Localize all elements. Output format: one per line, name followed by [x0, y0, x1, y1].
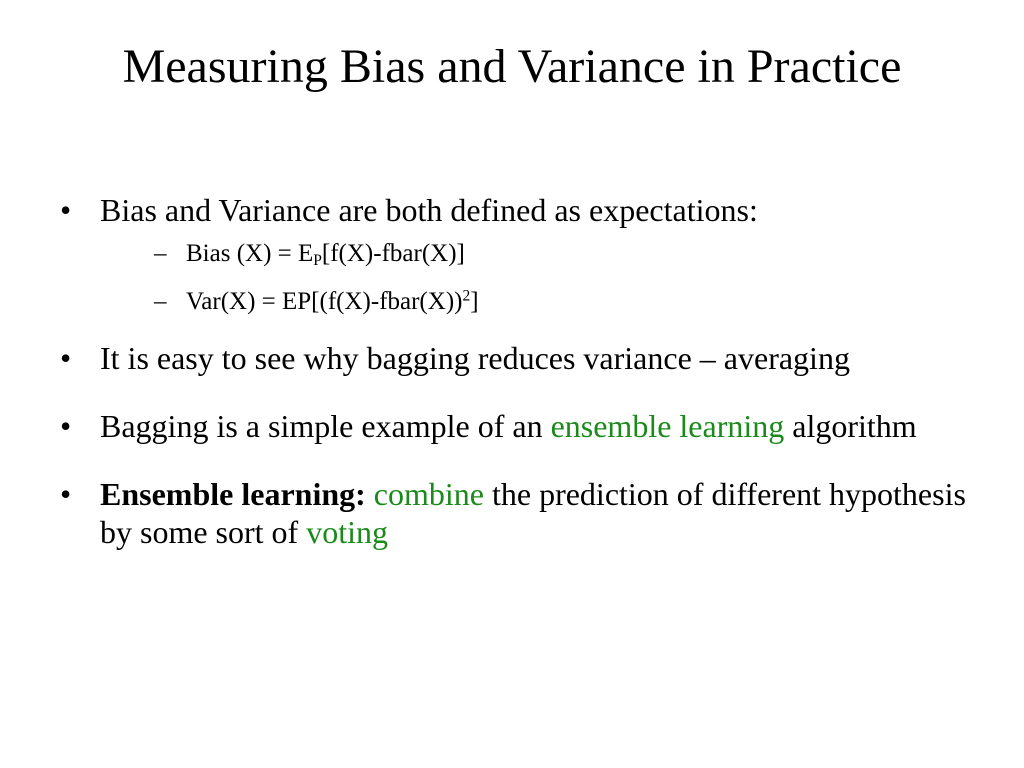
slide-title: Measuring Bias and Variance in Practice	[122, 40, 902, 93]
variance-formula-superscript: 2	[462, 287, 471, 305]
ensemble-learning-term: Ensemble learning:	[100, 476, 366, 512]
ensemble-learning-highlight: ensemble learning	[550, 408, 785, 444]
bullet-ensemble-definition	[60, 475, 980, 551]
bullet-bagging-ensemble	[60, 407, 980, 445]
variance-formula-suffix: ]	[470, 288, 479, 315]
bias-formula-prefix: Bias (X) = E	[186, 240, 314, 267]
bullet-marker: •	[60, 408, 72, 444]
combine-highlight: combine	[373, 476, 484, 512]
bullet-bagging-ensemble-suffix: algorithm	[784, 408, 917, 444]
bullet-marker: •	[60, 476, 72, 512]
sub-item-variance	[100, 287, 980, 317]
sub-list	[100, 239, 980, 317]
bullet-marker: •	[60, 192, 72, 228]
bullet-bagging-variance	[60, 339, 980, 377]
variance-formula-prefix: Var(X) = EP[(f(X)-fbar(X))	[186, 288, 463, 315]
sub-item-bias	[100, 239, 980, 269]
bullet-expectations-text: Bias and Variance are both defined as expectations:	[100, 192, 758, 228]
bullet-bagging-ensemble-prefix: Bagging is a simple example of an	[100, 408, 551, 444]
bullet-marker: •	[60, 340, 72, 376]
sub-marker: –	[154, 240, 167, 267]
bias-formula-suffix: [f(X)-fbar(X)]	[321, 240, 465, 267]
sub-marker: –	[154, 288, 167, 315]
bullet-list	[60, 191, 980, 551]
bias-formula-subscript: P	[313, 251, 322, 269]
bullet-expectations	[60, 191, 980, 317]
ensemble-definition-middle: the prediction of different hypothesis by some sort of	[100, 476, 966, 550]
voting-highlight: voting	[306, 514, 388, 550]
bullet-bagging-variance-text: It is easy to see why bagging reduces variance – averaging	[100, 340, 850, 376]
